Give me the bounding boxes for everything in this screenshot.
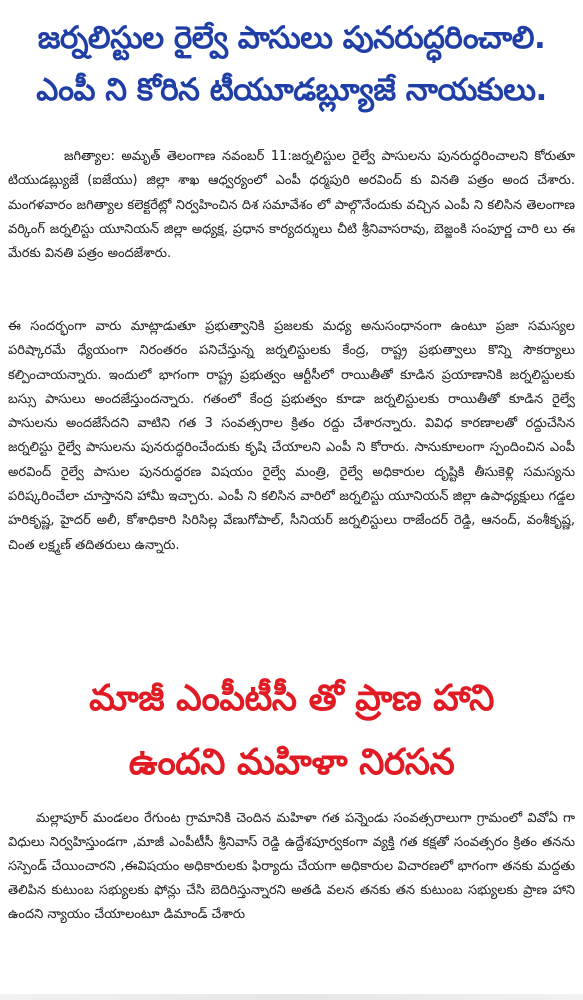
article2-headline-line1: మాజీ ఎంపీటీసీ తో ప్రాణ హాని [89, 678, 494, 719]
article2-headline-line2: ఉందని మహిళా నిరసన [128, 742, 455, 783]
bottom-edge-divider [0, 994, 583, 1000]
article1-headline-line2: ఎంపీ ని కోరిన టీయూడబ్ల్యూజే నాయకులు. [36, 72, 547, 108]
article2-paragraph1: మల్లాపూర్ మండలం రేగుంట గ్రామానికి చెందిన మహిళా గత పన్నెండు సంవత్సరాలుగా గ్రామంలో వివోఏ గా విధులు నిర్వహిస్తుండగా ,మాజీ ఎంపీటీసీ శ్రీనివాస్ రెడ్డి ఉద్దేశపూర్వకంగా వ్యక్తి గత కక్షతో సంవత్సరం క్రితం తనను సస్పెండ్ చేయించారని ,ఈవిషయం అధికారులకు ఫిర్యాదు చేయగా అధికారుల విచారణలో భాగంగా తనకు మద్దతు తెలిపిన కుటుంబ సభ్యులకు ఫోన్లు చేసి బెదిరిస్తున్నారని అతడి వలన తనకు తన కుటుంబ సభ్యులకు ప్రాణ హాని ఉందని న్యాయం చేయాలంటూ డిమాండ్ చేశారు [8, 811, 575, 922]
article1-headline-line1: జర్నలిస్టుల రైల్వే పాసులు పునరుద్ధరించాలి. [37, 20, 546, 56]
article1-paragraph1: జగిత్యాల: అమృత్ తెలంగాణ నవంబర్ 11:జర్నలిస్టుల రైల్వే పాసులను పునరుద్ధరించాలని కోరుతూ టియుడబ్ల్యుజే (ఐజేయు) జిల్లా శాఖ ఆధ్వర్యంలో ఎంపీ ధర్మపురి అరవింద్ కు వినతి పత్రం అంద చేశారు. మంగళవారం జగిత్యాల కలెక్టరేట్లో నిర్వహించిన దిశ సమావేశం లో పాల్గొనేందుకు వచ్చిన ఎంపీ ని కలిసిన తెలంగాణ వర్కింగ్ జర్నలిస్టు యూనియన్ జిల్లా అధ్యక్ష, ప్రధాన కార్యదర్శులు చీటి శ్రీనివాసరావు, బెజ్జంకి సంపూర్ణ చారి లు ఈ మేరకు వినతి పత్రం అందజేశారు. [8, 149, 575, 262]
article1-paragraph2: ఈ సందర్భంగా వారు మాట్లాడుతూ ప్రభుత్వానికి ప్రజలకు మధ్య అనుసంధానంగా ఉంటూ ప్రజా సమస్యల పరిష్కారమే ధ్యేయంగా నిరంతరం పనిచేస్తున్న జర్నలిస్టులకు కేంద్ర, రాష్ట్ర ప్రభుత్వాలు కొన్ని సౌకర్యాలు కల్పించాయన్నారు. ఇందులో భాగంగా రాష్ట్ర ప్రభుత్వం ఆర్టీసీలో రాయితీతో కూడిన ప్రయాణానికి జర్నలిస్టులకు బస్సు పాసులు అందజేస్తుందన్నారు. గతంలో కేంద్ర ప్రభుత్వం కూడా జర్నలిస్టులకు రాయితీతో కూడిన రైల్వే పాసులను అందజేసేదని వాటిని గత 3 సంవత్సరాల క్రితం రద్దు చేశారన్నారు. వివిధ కారణాలతో రద్దుచేసిన జర్నలిస్టు రైల్వే పాసులను పునరుద్ధరించేందుకు కృషి చేయాలని ఎంపీ ని కోరారు. సానుకూలంగా స్పందించిన ఎంపీ అరవింద్ రైల్వే పాసుల పునరుద్ధరణ విషయం రైల్వే మంత్రి, రైల్వే అధికారుల దృష్టికి తీసుకెళ్లి సమస్యను పరిష్కరించేలా చూస్తానని హామీ ఇచ్చారు. ఎంపీ ని కలిసిన వారిలో జర్నలిస్టు యూనియన్ జిల్లా ఉపాధ్యక్షులు గడ్డల హరికృష్ణ, హైదర్ అలీ, కోశాధికారి సిరిసిల్ల వేణుగోపాల్, సీనియర్ జర్నలిస్టులు రాజేందర్ రెడ్డి, ఆనంద్, వంశీకృష్ణ, చింత లక్ష్మణ్ తదితరులు ఉన్నారు. [8, 319, 575, 553]
